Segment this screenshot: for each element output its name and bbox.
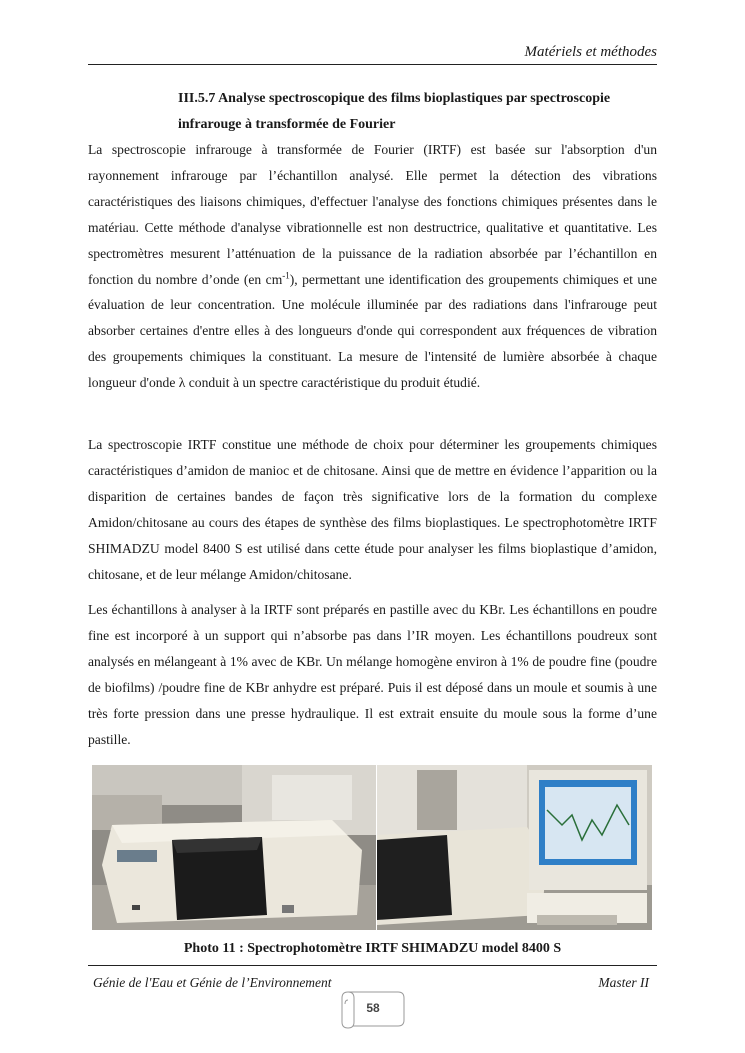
photo-right-image <box>377 765 652 930</box>
figure-caption: Photo 11 : Spectrophotomètre IRTF SHIMADZU model 8400 S <box>183 941 562 956</box>
footer-divider <box>88 965 657 966</box>
section-title <box>178 86 658 138</box>
photo-spectrophotometer-with-computer <box>377 765 652 930</box>
paragraph-2: La spectroscopie IRTF constitue une méthode de choix pour déterminer les groupements chimiques caractéristiques d’amidon de manioc et de chitosane. Ainsi que de mettre en évidence l’apparition ou la disparition de certaines bandes de façon très significative lors de la formation du complexe Amidon/chitosane au cours des étapes de synthèse des films bioplastiques. Le spectrophotomètre IRTF SHIMADZU model 8400 S est utilisé dans cette étude pour analyser les films bioplastique d’amidon, chitosane, et de leur mélange Amidon/chitosane. <box>88 437 657 582</box>
page-header <box>88 44 657 65</box>
paragraph-1-text-a: La spectroscopie infrarouge à transformée de Fourier (IRTF) est basée sur l'absorption d'un rayonnement infrarouge par l’échantillon analysé. Elle permet la détection des vibrations caractéristiques des liaisons chimiques, d'effectuer l'analyse des fonctions chimiques présentes dans le matériau. Cette méthode d'analyse vibrationnelle est non destructrice, qualitative et quantitative. Les spectromètres mesurent l’atténuation de la puissance de la radiation absorbée par l’échantillon en fonction du nombre d’onde (en cm <box>88 142 657 287</box>
photo-spectrophotometer-front <box>92 765 376 930</box>
photo-left-image <box>92 765 376 930</box>
page-number: 58 <box>366 1001 380 1015</box>
paragraph-3: Les échantillons à analyser à la IRTF sont préparés en pastille avec du KBr. Les échantillons en poudre fine est incorporé à un support qui n’absorbe pas dans l’IR moyen. Les échantillons poudreux sont analysés en mélangeant à 1% avec de KBr. Un mélange homogène environ à 1% de poudre fine (poudre de biofilms) /poudre fine de KBr anhydre est préparé. Puis il est déposé dans un moule et soumis à une très forte pression dans une presse hydraulique. Il est extrait ensuite du moule sous la forme d’une pastille. <box>88 602 657 747</box>
header-title: Matériels et méthodes <box>524 44 657 60</box>
paragraph-1-superscript: -1 <box>282 270 290 280</box>
footer-right-text: Master II <box>598 975 649 990</box>
paragraph-1-text-b: ), permettant une identification des groupements chimiques et une évaluation de leur concentration. Une molécule illuminée par des radiations dans l'infrarouge peut absorber certaines d'entre elles à des longueurs d'onde qui correspondent aux fréquences de vibration des groupements chimiques la constituant. La mesure de l'intensité de lumière absorbée à chaque longueur d'onde λ conduit à un spectre caractéristique du produit étudié. <box>88 271 658 391</box>
section-title-line-2: infrarouge à transformée de Fourier <box>178 117 396 132</box>
section-title-line-1: III.5.7 Analyse spectroscopique des films bioplastiques par spectroscopie <box>178 91 611 106</box>
paragraph-1 <box>88 137 657 396</box>
footer-left-text: Génie de l'Eau et Génie de l’Environnement <box>93 975 332 990</box>
